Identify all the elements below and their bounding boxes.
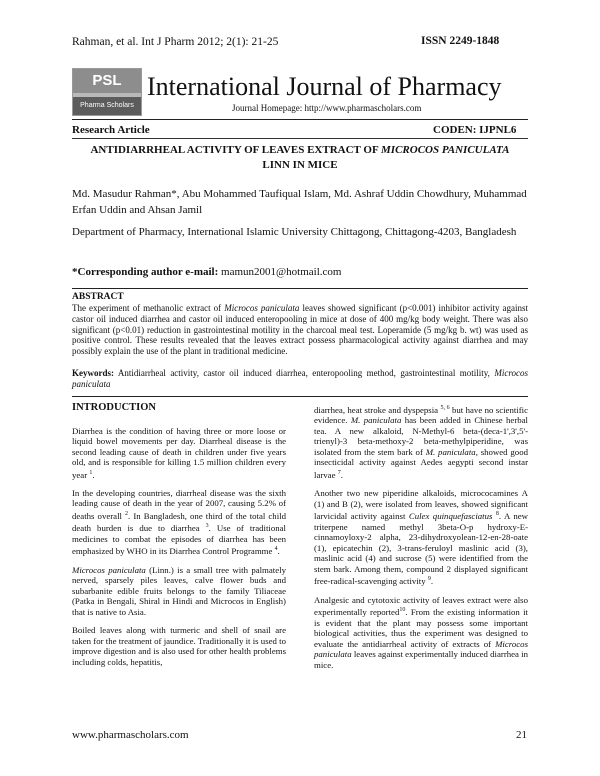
header-issn: ISSN 2249-1848 (421, 35, 500, 47)
journal-homepage: Journal Homepage: http://www.pharmascholars.com (232, 103, 422, 113)
divider (72, 119, 528, 120)
left-column (72, 403, 286, 675)
abstract-heading: ABSTRACT (72, 292, 124, 302)
intro-heading: INTRODUCTION (72, 402, 157, 413)
authors: Md. Masudur Rahman*, Abu Mohammed Taufiqual Islam, Md. Ashraf Uddin Chowdhury, Muhammad Erfan Uddin and Ahsan Jamil (72, 188, 527, 216)
journal-logo (72, 68, 142, 116)
divider (72, 396, 528, 397)
logo-top-text: PSL (73, 69, 141, 93)
right-column (314, 403, 528, 678)
divider (72, 138, 528, 139)
body-paragraph: Another two new piperidine alkaloids, micrococamines A (1) and B (2), were isolated from leaves, showed significant larvicidal activity against Culex quinquefasciatus $^8$. A new triterpene named methyl 3beta-O-p hydroxy-E-cinnamoyloxy-2 alpha, 23-dihydroxyolean-12-en-28-oate (1), epicatechin (2), 3-trans-feruloyl maslinic acid (3), maslinic acid (4) and sucrose (5) were identified from the stem bark. Among them, compound 2 displayed significant free-radical-scavenging activity $^9$. (314, 488, 529, 587)
page-number: 21 (516, 729, 527, 741)
title-species: MICROCOS PANICULATA (381, 144, 510, 156)
affiliation: Department of Pharmacy, International Islamic University Chittagong, Chittagong-4203, Bangladesh (72, 226, 517, 238)
header-citation: Rahman, et al. Int J Pharm 2012; 2(1): 21-25 (72, 36, 279, 48)
journal-name: International Journal of Pharmacy (147, 72, 502, 101)
title-part1: ANTIDIARRHEAL ACTIVITY OF LEAVES EXTRACT OF (90, 144, 382, 156)
abstract-text: The experiment of methanolic extract of Microcos paniculata leaves showed significant (p<0.001) inhibitor activity against castor oil induced diarrhea and castor oil induced enteropooling in mice at dose of 400 mg/kg body weight. There was also significant (p<0.01) reduction in gastrointestinal motility in the charcoal meal test. Loperamide (5 mg/kg b. wt) was used as positive control. These results revealed that the leaves extract possess pharmacological activity against diarrhea and may possibly explain the use of the plant in traditional medicine. (72, 303, 529, 357)
body-paragraph: Analgesic and cytotoxic activity of leaves extract were also experimentally reported$^{10}$. From the existing information it is evident that the plant may possess some important biological activities, thus the experiment was designed to evaluate the antidiarrheal activity of extracts of Microcos paniculata leaves against experimentally induced diarrhea in mice. (314, 594, 528, 670)
divider (72, 288, 528, 289)
corr-email[interactable]: mamun2001@hotmail.com (221, 266, 342, 278)
corr-label: *Corresponding author e-mail: (72, 266, 219, 278)
footer-url[interactable]: www.pharmascholars.com (72, 729, 189, 741)
article-type: Research Article (72, 124, 150, 136)
intro-paragraph: Microcos paniculata (Linn.) is a small tree with palmately nerved, sparsely piles leaves, calve flower buds and subarbanite edible fruits belongs to the family Tiliaceae (Patka in Bengali, Shiral in Hindi and Microcos in English) that is native to Asia. (72, 564, 287, 617)
body-paragraph: diarrhea, heat stroke and dyspepsia $^{5, 6}$ but have no scientific evidence. M. paniculata has been added in Chinese herbal tea. A new alkaloid, N-Methyl-6 beta-(deca-1',3',5'-trienyl)-3 beta-methoxy-2 beta-methylpiperidine, was isolated from the stem bark of M. paniculata, showed good insecticidal activity against Aedes aegypti second instar larvae $^7$. (314, 404, 529, 480)
intro-paragraph: Boiled leaves along with turmeric and shell of snail are taken for the treatment of jaundice. Traditionally it is used to improve digestion and is also used for other health problems including colds, hepatitis, (72, 625, 286, 667)
title-part2: LINN IN MICE (262, 159, 338, 171)
article-title (72, 143, 528, 173)
logo-bottom-text: Pharma Scholars (73, 97, 141, 115)
corresponding-author (72, 266, 341, 278)
coden: CODEN: IJPNL6 (433, 124, 517, 136)
keywords: Keywords: Antidiarrheal activity, castor oil induced diarrhea, enteropooling method, gastrointestinal motility, Microcos paniculata (72, 368, 528, 389)
intro-paragraph: Diarrhea is the condition of having three or more loose or liquid bowel movements per day. Diarrheal disease is the second leading cause of death in children under five years old, and is responsible for killing 1.5 million children every year $^1$. (72, 425, 286, 480)
intro-paragraph: In the developing countries, diarrheal disease was the sixth leading cause of death in the year of 2007, causing 5.2% of deaths overall $^2$. In Bangladesh, one third of the total child death burden is due to diarrhea $^3$. Use of traditional medicines to combat the episodes of diarrhea has been emphasized by WHO in its Diarrhea Control Programme $^4$. (72, 487, 287, 557)
